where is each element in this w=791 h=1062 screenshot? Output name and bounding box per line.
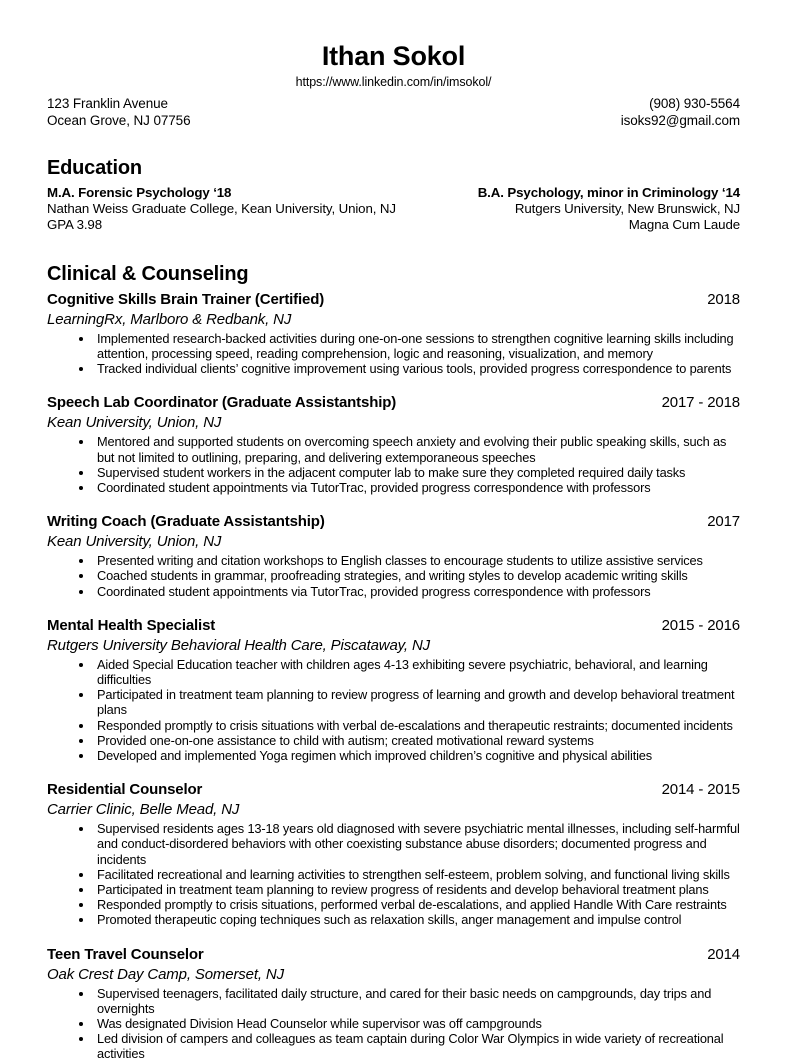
job-header (47, 393, 740, 413)
job-dates: 2014 (707, 945, 740, 963)
bullet-item: • Responded promptly to crisis situations, performed verbal de-escalations, and applied Handle With Care restraints (94, 897, 740, 912)
bullet-item: • Developed and implemented Yoga regimen which improved children’s cognitive and physical abilities (94, 748, 740, 763)
job-header (47, 780, 740, 800)
degree-bachelors (478, 185, 740, 233)
job-bullets (47, 553, 740, 599)
job-title: Cognitive Skills Brain Trainer (Certified) (47, 290, 325, 308)
job-dates: 2014 - 2015 (661, 781, 740, 799)
job-entry (47, 290, 740, 377)
address-line2: Ocean Grove, NJ 07756 (47, 112, 191, 128)
experience-heading: Clinical & Counseling (47, 262, 249, 285)
bullet-item: • Implemented research-backed activities during one-on-one sessions to strengthen cognitive learning skills including attention, processing speed, reading comprehension, logic and reasoning, visualization, and memory (94, 331, 740, 361)
bullet-item: • Facilitated recreational and learning activities to strengthen self-esteem, problem solving, and functional living skills (94, 867, 740, 882)
experience-section (47, 263, 740, 1062)
degree-detail: Magna Cum Laude (628, 216, 740, 232)
person-name: Ithan Sokol (321, 41, 466, 71)
degree-detail: GPA 3.98 (47, 216, 102, 232)
degree-masters (47, 185, 396, 233)
email-address: isoks92@gmail.com (620, 112, 740, 128)
job-dates: 2018 (707, 290, 740, 308)
bullet-item: • Presented writing and citation workshops to English classes to encourage students to utilize assistive services (94, 553, 740, 568)
job-header (47, 512, 740, 532)
phone-number: (908) 930-5564 (649, 95, 740, 111)
job-company: Kean University, Union, NJ (47, 414, 222, 432)
job-bullets (47, 657, 740, 763)
job-bullets (47, 821, 740, 927)
job-dates: 2017 - 2018 (661, 394, 740, 412)
job-header (47, 945, 740, 965)
bullet-item: • Aided Special Education teacher with children ages 4-13 exhibiting severe psychiatric, behavioral, and learning difficulties (94, 657, 740, 687)
job-title: Residential Counselor (47, 781, 203, 799)
bullet-item: • Supervised teenagers, facilitated daily structure, and cared for their basic needs on campgrounds, day trips and overnights (94, 986, 740, 1016)
linkedin-url: https://www.linkedin.com/in/imsokol/ (295, 74, 492, 89)
bullet-item: • Supervised residents ages 13-18 years old diagnosed with severe psychiatric mental illnesses, including self-harmful and conduct-disordered behaviors with other coexisting substance abuse disorders; documented progress and incidents (94, 821, 740, 867)
job-entry (47, 616, 740, 763)
job-header (47, 616, 740, 636)
job-title: Mental Health Specialist (47, 616, 216, 634)
job-header (47, 290, 740, 310)
address-line1: 123 Franklin Avenue (47, 95, 168, 111)
job-title: Speech Lab Coordinator (Graduate Assistantship) (47, 394, 397, 412)
bullet-item: • Led division of campers and colleagues as team captain during Color War Olympics in wide variety of recreational activities (94, 1031, 740, 1061)
job-bullets (47, 434, 740, 495)
job-title: Writing Coach (Graduate Assistantship) (47, 513, 325, 531)
job-company: LearningRx, Marlboro & Redbank, NJ (47, 310, 292, 328)
education-heading: Education (47, 156, 142, 179)
job-entry (47, 393, 740, 495)
job-entry (47, 780, 740, 927)
bullet-item: • Coordinated student appointments via TutorTrac, provided progress correspondence with professors (94, 584, 740, 599)
bullet-item: • Mentored and supported students on overcoming speech anxiety and evolving their public speaking skills, such as but not limited to outlining, preparing, and delivering extemporaneous speeches (94, 434, 740, 464)
education-section (47, 157, 740, 233)
job-bullets (47, 331, 740, 377)
contact-phone-email (621, 95, 740, 129)
job-title: Teen Travel Counselor (47, 945, 204, 963)
degree-school: Rutgers University, New Brunswick, NJ (514, 200, 740, 216)
resume-header (47, 42, 740, 129)
bullet-item: • Responded promptly to crisis situations with verbal de-escalations and therapeutic restraints; documented incidents (94, 718, 740, 733)
bullet-item: • Participated in treatment team planning to review progress of residents and develop behavioral treatment plans (94, 882, 740, 897)
job-company: Rutgers University Behavioral Health Care, Piscataway, NJ (47, 636, 430, 654)
bullet-item: • Coordinated student appointments via TutorTrac, provided progress correspondence with professors (94, 480, 740, 495)
bullet-item: • Promoted therapeutic coping techniques such as relaxation skills, anger management and impulse control (94, 912, 740, 927)
job-company: Oak Crest Day Camp, Somerset, NJ (47, 965, 284, 983)
degree-school: Nathan Weiss Graduate College, Kean University, Union, NJ (47, 200, 396, 216)
contact-address (47, 95, 190, 129)
job-list (47, 290, 740, 1062)
job-entry (47, 945, 740, 1062)
contact-row (47, 95, 740, 129)
job-dates: 2017 (707, 513, 740, 531)
bullet-item: • Provided one-on-one assistance to child with autism; created motivational reward systems (94, 733, 740, 748)
education-row (47, 185, 740, 233)
bullet-item: • Supervised student workers in the adjacent computer lab to make sure they completed required daily tasks (94, 465, 740, 480)
bullet-item: • Participated in treatment team planning to review progress of learning and growth and develop behavioral treatment plans (94, 687, 740, 717)
degree-title: M.A. Forensic Psychology ‘18 (47, 184, 232, 200)
job-dates: 2015 - 2016 (661, 616, 740, 634)
degree-title: B.A. Psychology, minor in Criminology ‘14 (477, 184, 740, 200)
job-company: Kean University, Union, NJ (47, 533, 222, 551)
bullet-item: • Coached students in grammar, proofreading strategies, and writing styles to develop academic writing skills (94, 568, 740, 583)
bullet-item: • Was designated Division Head Counselor while supervisor was off campgrounds (94, 1016, 740, 1031)
bullet-item: • Tracked individual clients’ cognitive improvement using various tools, provided progress correspondence to parents (94, 361, 740, 376)
job-entry (47, 512, 740, 599)
job-company: Carrier Clinic, Belle Mead, NJ (47, 801, 240, 819)
